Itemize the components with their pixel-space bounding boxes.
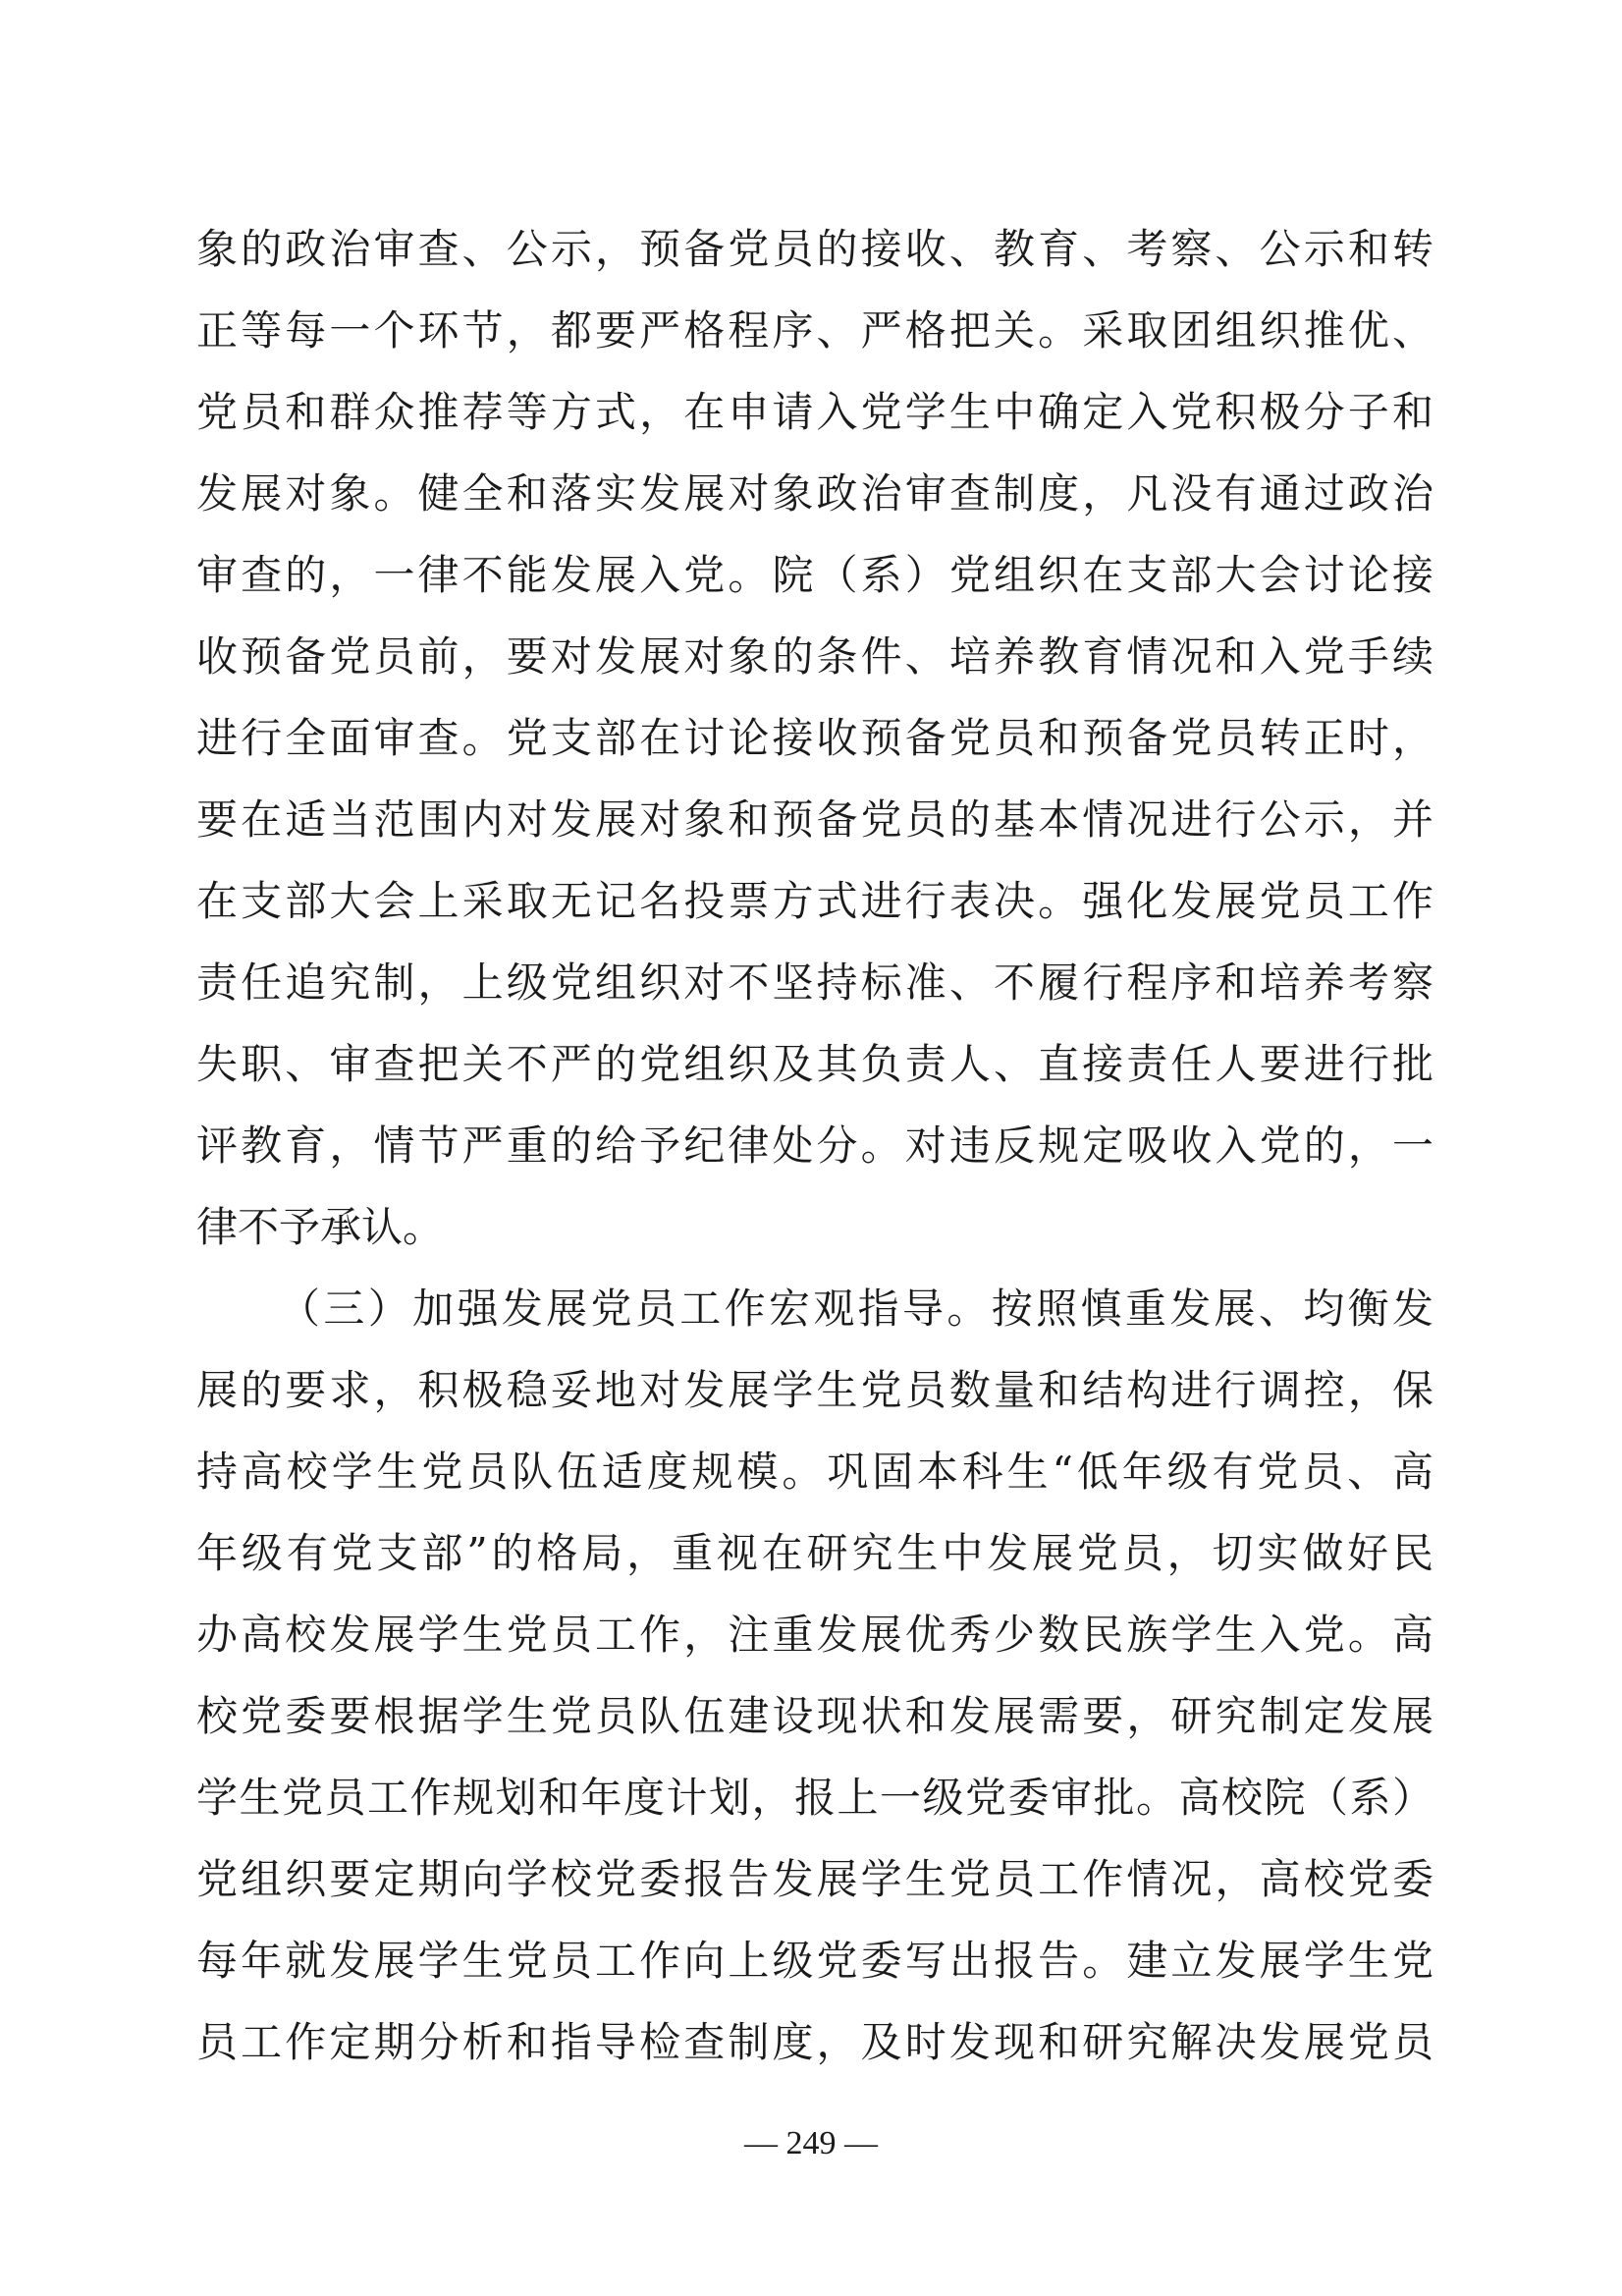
text-line: 员工作定期分析和指导检查制度，及时发现和研究解决发展党员 — [196, 2018, 1433, 2066]
text-line: 发展对象。健全和落实发展对象政治审查制度，凡没有通过政治 — [196, 469, 1433, 518]
body-text — [196, 208, 1433, 2083]
page-number: — 249 — — [744, 2125, 878, 2161]
text-line: 每年就发展学生党员工作向上级党委写出报告。建立发展学生党 — [196, 1937, 1433, 1985]
text-line: 展的要求，积极稳妥地对发展学生党员数量和结构进行调控，保 — [196, 1366, 1433, 1414]
text-line: 持高校学生党员队伍适度规模。巩固本科生“低年级有党员、高 — [196, 1448, 1433, 1496]
text-line: 在支部大会上采取无记名投票方式进行表决。强化发展党员工作 — [196, 877, 1433, 925]
text-line: 正等每一个环节，都要严格程序、严格把关。采取团组织推优、 — [196, 306, 1433, 355]
text-line: 党员和群众推荐等方式，在申请入党学生中确定入党积极分子和 — [196, 388, 1433, 436]
text-line: 失职、审查把关不严的党组织及其负责人、直接责任人要进行批 — [196, 1040, 1433, 1088]
text-line: 要在适当范围内对发展对象和预备党员的基本情况进行公示，并 — [196, 795, 1433, 844]
text-line: 评教育，情节严重的给予纪律处分。对违反规定吸收入党的，一 — [196, 1121, 1433, 1170]
paragraph-2 — [196, 1268, 1433, 2083]
text-line: 办高校发展学生党员工作，注重发展优秀少数民族学生入党。高 — [196, 1611, 1433, 1659]
paragraph-1 — [196, 208, 1433, 1268]
text-line: 校党委要根据学生党员队伍建设现状和发展需要，研究制定发展 — [196, 1692, 1433, 1740]
text-line: 律不予承认。 — [196, 1203, 445, 1251]
text-line: 象的政治审查、公示，预备党员的接收、教育、考察、公示和转 — [196, 225, 1433, 273]
text-line: 责任追究制，上级党组织对不坚持标准、不履行程序和培养考察 — [196, 958, 1433, 1007]
text-line: 年级有党支部”的格局，重视在研究生中发展党员，切实做好民 — [196, 1529, 1433, 1577]
text-line: 党组织要定期向学校党委报告发展学生党员工作情况，高校党委 — [196, 1855, 1433, 1903]
text-line: 学生党员工作规划和年度计划，报上一级党委审批。高校院（系） — [196, 1774, 1433, 1822]
text-line: （三）加强发展党员工作宏观指导。按照慎重发展、均衡发 — [279, 1285, 1433, 1333]
text-line: 进行全面审查。党支部在讨论接收预备党员和预备党员转正时， — [196, 714, 1433, 762]
text-line: 收预备党员前，要对发展对象的条件、培养教育情况和入党手续 — [196, 632, 1433, 681]
text-line: 审查的，一律不能发展入党。院（系）党组织在支部大会讨论接 — [196, 551, 1433, 599]
